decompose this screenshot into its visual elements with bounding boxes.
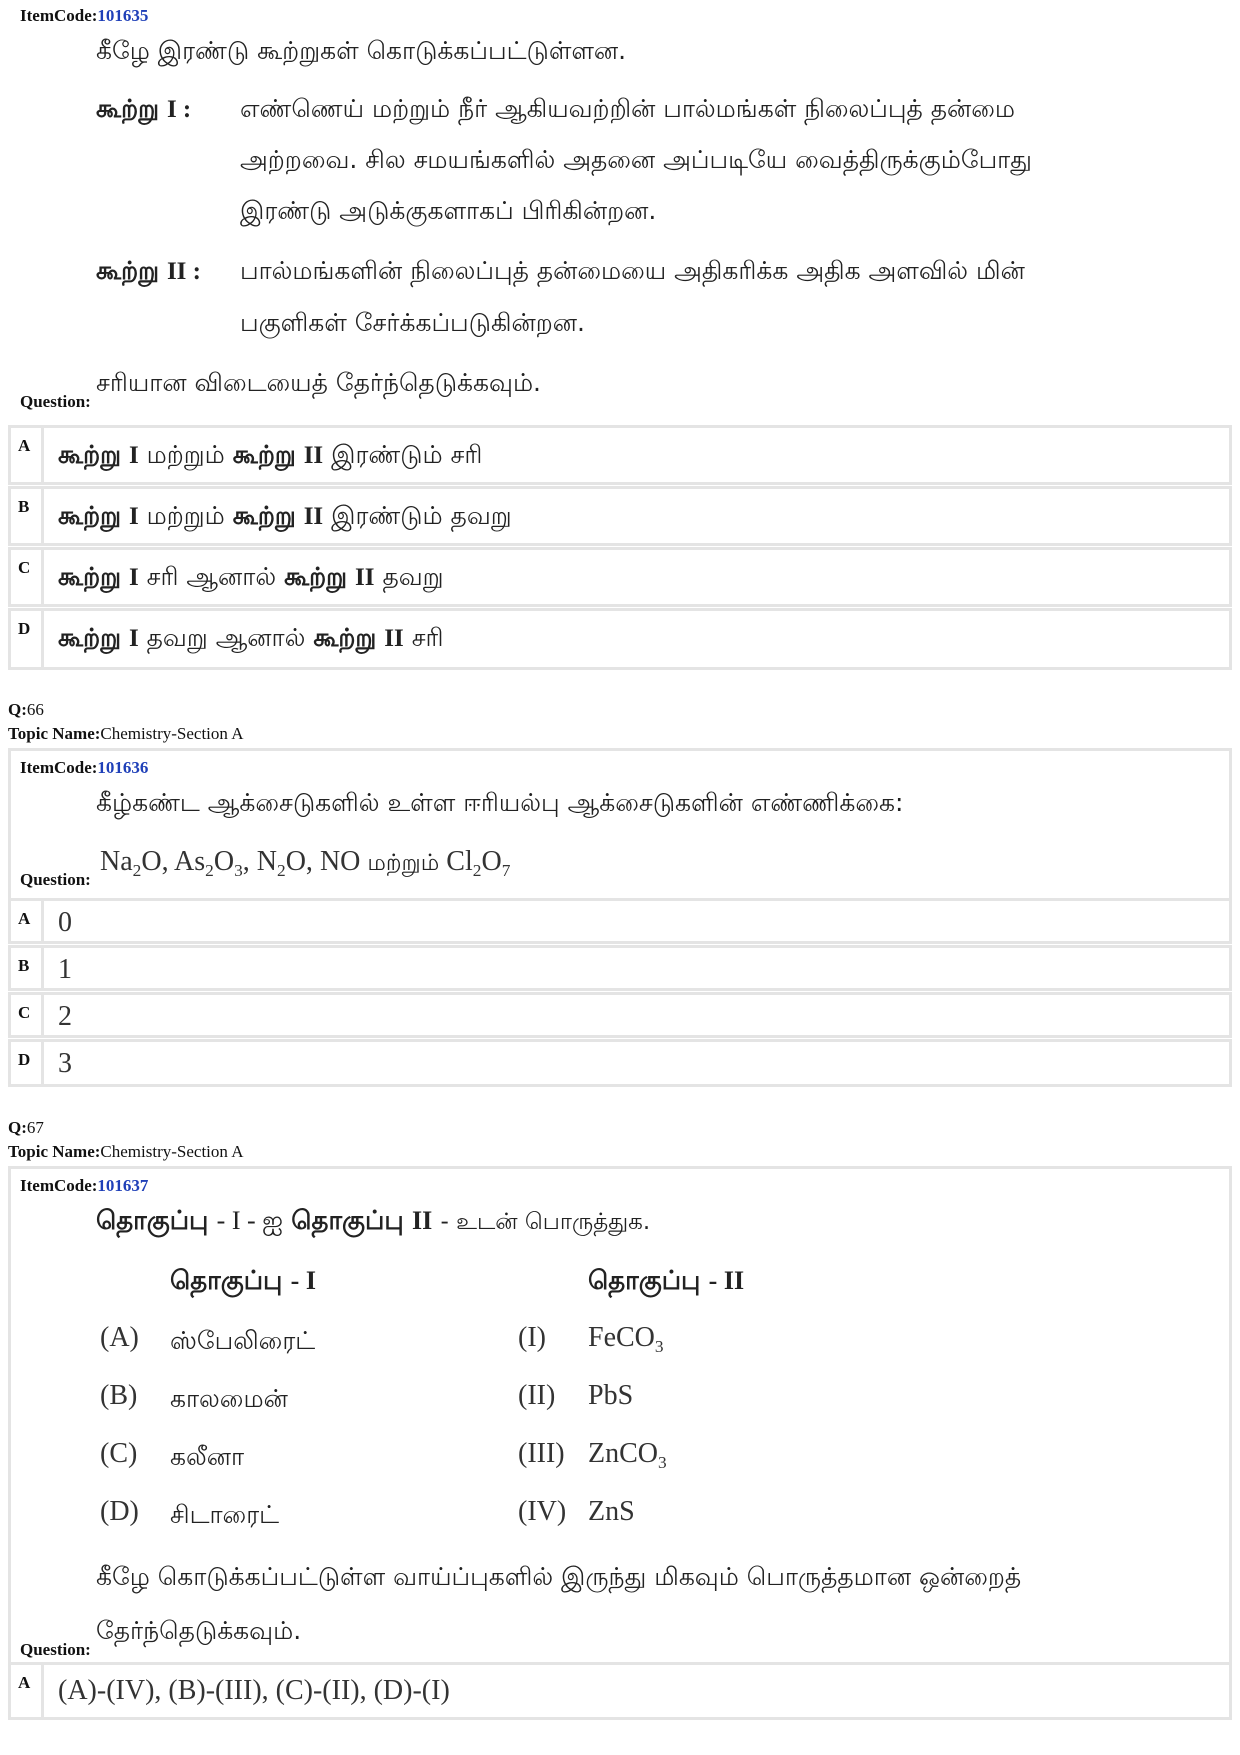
question-label: Question: [20,1640,91,1659]
statement-2-line-2: பகுளிகள் சேர்க்கப்படுகின்றன. [240,308,585,337]
statement-1-heading: கூற்று I : [96,94,192,123]
question-label: Question: [20,870,91,889]
item-code-row: ItemCode:101637 [20,1176,149,1195]
choose-instruction-line-2: தேர்ந்தெடுக்கவும். [96,1616,302,1645]
statement-2-line-1: பால்மங்களின் நிலைப்புத் தன்மையை அதிகரிக்க அதிக அளவில் மின் [240,256,1025,285]
match-instruction: தொகுப்பு - I - ஐ தொகுப்பு II - உடன் பொருத்துக. [96,1206,651,1236]
statement-intro: கீழே இரண்டு கூற்றுகள் கொடுக்கப்பட்டுள்ளன. [96,36,627,65]
column-1-header: தொகுப்பு - I [170,1266,316,1296]
question-number: Q:67 [8,1118,44,1137]
option-d[interactable]: D 3 [8,1039,1232,1087]
option-a[interactable]: A (A)-(IV), (B)-(III), (C)-(II), (D)-(I) [8,1662,1232,1720]
option-d[interactable]: D கூற்று I தவறு ஆனால் கூற்று II சரி [8,608,1232,670]
question-number: Q:66 [8,700,44,719]
choose-instruction-line-1: கீழே கொடுக்கப்பட்டுள்ள வாய்ப்புகளில் இருந்து மிகவும் பொருத்தமான ஒன்றைத் [96,1562,1022,1591]
item-code-label: ItemCode: [20,6,98,25]
option-b[interactable]: B 1 [8,945,1232,991]
statement-2-heading: கூற்று II : [96,256,201,285]
topic-name: Topic Name:Chemistry-Section A [8,724,244,743]
question-label: Question: [20,392,91,411]
question-prompt: சரியான விடையைத் தேர்ந்தெடுக்கவும். [96,368,542,397]
question-text: கீழ்கண்ட ஆக்சைடுகளில் உள்ள ஈரியல்பு ஆக்சைடுகளின் எண்ணிக்கை: [96,788,904,817]
option-a[interactable]: A 0 [8,898,1232,944]
statement-1-line-3: இரண்டு அடுக்குகளாகப் பிரிகின்றன. [240,196,657,225]
column-2-header: தொகுப்பு - II [588,1266,745,1296]
statement-1-line-1: எண்ணெய் மற்றும் நீர் ஆகியவற்றின் பால்மங்கள் நிலைப்புத் தன்மை [240,94,1016,123]
option-c[interactable]: C கூற்று I சரி ஆனால் கூற்று II தவறு [8,547,1232,607]
topic-name: Topic Name:Chemistry-Section A [8,1142,244,1161]
option-a[interactable]: A கூற்று I மற்றும் கூற்று II இரண்டும் சரி [8,425,1232,485]
item-code-row: ItemCode:101636 [20,758,149,777]
option-c[interactable]: C 2 [8,992,1232,1038]
option-b[interactable]: B கூற்று I மற்றும் கூற்று II இரண்டும் தவறு [8,486,1232,546]
item-code-row [20,6,148,26]
statement-1-line-2: அற்றவை. சில சமயங்களில் அதனை அப்படியே வைத்திருக்கும்போது [240,145,1032,174]
item-code-value: 101635 [97,6,149,25]
oxide-formula-list: $Na_2O$, $As_2O_3$, $N_2O$, NO மற்றும் $Cl_2O_7$ [100,846,511,881]
